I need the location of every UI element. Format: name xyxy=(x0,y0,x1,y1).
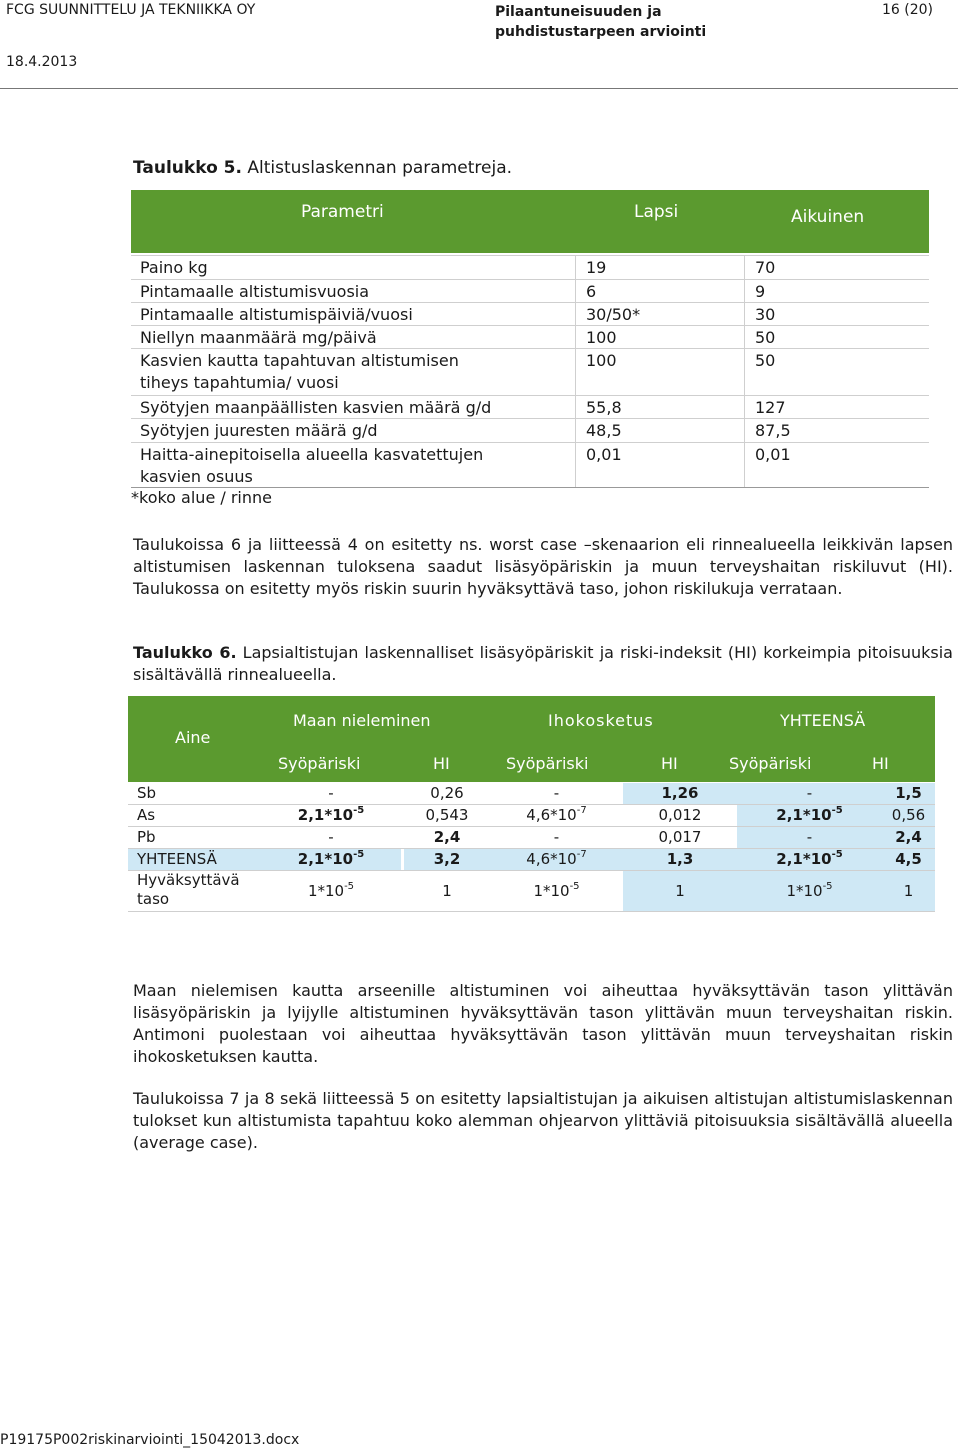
risk-table-header xyxy=(128,696,935,782)
parameter-row xyxy=(131,255,929,280)
risk-row-name xyxy=(128,849,261,870)
parameter-name-line: Paino kg xyxy=(140,258,208,277)
parameter-name-line: tiheys tapahtumia/ vuosi xyxy=(140,373,339,392)
risk-value-base: 1,5 xyxy=(895,784,922,802)
header-subcolumn: Syöpäriski xyxy=(729,754,812,773)
risk-value-exponent: -7 xyxy=(576,805,587,816)
risk-value-base: - xyxy=(328,828,334,846)
risk-value xyxy=(623,849,737,870)
child-value: 100 xyxy=(586,351,617,370)
adult-value: 30 xyxy=(755,305,776,324)
risk-value xyxy=(882,783,935,804)
footer-filename: P19175P002riskinarviointi_15042013.docx xyxy=(0,1432,300,1448)
risk-value xyxy=(490,827,623,848)
parameter-name xyxy=(140,420,378,442)
risk-value xyxy=(261,805,401,826)
column-divider xyxy=(575,255,576,488)
risk-row-name-line: Hyväksyttävä xyxy=(137,871,240,889)
risk-value xyxy=(623,871,737,911)
risk-value xyxy=(261,827,401,848)
header-group: Ihokosketus xyxy=(548,711,654,730)
risk-value-base: 1 xyxy=(442,882,452,900)
risk-value-base: 1*10 xyxy=(307,882,345,900)
parameter-name-line: Syötyjen juuresten määrä g/d xyxy=(140,421,378,440)
header-aine: Aine xyxy=(175,728,211,747)
parameter-name-line: Haitta-ainepitoisella alueella kasvatettujen xyxy=(140,445,484,464)
document-title-line2: puhdistustarpeen arviointi xyxy=(495,24,707,40)
parameter-name xyxy=(140,350,459,394)
risk-value-base: 1,26 xyxy=(661,784,699,802)
risk-value xyxy=(261,849,401,870)
risk-row-name xyxy=(128,827,261,848)
risk-value-base: 0,56 xyxy=(891,806,926,824)
header-group: YHTEENSÄ xyxy=(780,711,866,730)
risk-value xyxy=(404,783,490,804)
risk-value-base: 1*10 xyxy=(533,882,570,900)
risk-row-name xyxy=(128,783,261,804)
header-subcolumn: Syöpäriski xyxy=(506,754,589,773)
parameter-name-line: Syötyjen maanpäällisten kasvien määrä g/d xyxy=(140,398,492,417)
risk-value-exponent: -5 xyxy=(831,805,843,816)
header-aikuinen: Aikuinen xyxy=(791,207,865,227)
adult-value: 127 xyxy=(755,398,786,417)
risk-value-exponent: -5 xyxy=(344,881,355,892)
parameter-name-line: Pintamaalle altistumispäiviä/vuosi xyxy=(140,305,413,324)
risk-value-base: 1,3 xyxy=(666,850,694,868)
risk-value xyxy=(404,871,490,911)
risk-value-base: 2,4 xyxy=(433,828,461,846)
child-value: 100 xyxy=(586,328,617,347)
risk-value xyxy=(882,827,935,848)
risk-value xyxy=(490,783,623,804)
company-name: FCG SUUNNITTELU JA TEKNIIKKA OY xyxy=(6,2,256,18)
risk-value-base: 2,1*10 xyxy=(297,850,354,868)
child-value: 0,01 xyxy=(586,445,622,464)
risk-value xyxy=(490,871,623,911)
risk-value xyxy=(623,805,737,826)
header-divider xyxy=(0,88,958,89)
risk-value-base: - xyxy=(806,828,813,846)
parameter-name xyxy=(140,397,491,419)
risk-value-base: 2,1*10 xyxy=(297,806,354,824)
header-group: Maan nieleminen xyxy=(293,711,431,730)
risk-value-base: 0,017 xyxy=(658,828,702,846)
table5-caption-text: Altistuslaskennan parametreja. xyxy=(247,158,513,178)
table5-caption-label: Taulukko 5. xyxy=(133,158,242,178)
row-divider xyxy=(128,911,935,912)
page-number: 16 (20) xyxy=(882,2,934,18)
risk-row-name xyxy=(128,805,261,826)
parameter-name xyxy=(140,281,369,303)
risk-value xyxy=(737,805,882,826)
adult-value: 70 xyxy=(755,258,776,277)
risk-value-base: 1 xyxy=(675,882,685,900)
risk-value xyxy=(261,871,401,911)
risk-value xyxy=(490,805,623,826)
column-divider xyxy=(744,255,745,488)
risk-row-name-line: taso xyxy=(137,890,170,908)
paragraph-average-case: Taulukoissa 7 ja 8 sekä liitteessä 5 on esitetty lapsialtistujan ja aikuisen altistujan altistumislaskennan tulokset kun altistumista tapahtuu koko alemman ohjearvon ylittäviä pitoisuuksia sisältävällä alueella (average case). xyxy=(133,1089,953,1152)
table6-caption-text: Lapsialtistujan laskennalliset lisäsyöpäriskit ja riski-indeksit (HI) korkeimpia pitoisuuksia sisältävällä rinnealueella. xyxy=(133,643,953,684)
child-value: 55,8 xyxy=(586,398,622,417)
risk-value-exponent: -5 xyxy=(569,881,580,892)
risk-value-exponent: -5 xyxy=(353,805,365,816)
parameter-row xyxy=(131,418,929,443)
parameter-name-line: Pintamaalle altistumisvuosia xyxy=(140,282,370,301)
risk-row-name-line: Pb xyxy=(137,828,156,846)
adult-value: 9 xyxy=(755,282,766,301)
risk-value xyxy=(882,849,935,870)
parameter-row xyxy=(131,442,929,489)
table5-note: *koko alue / rinne xyxy=(131,488,272,507)
adult-value: 50 xyxy=(755,328,776,347)
header-subcolumn: HI xyxy=(433,754,450,773)
risk-row-name xyxy=(128,871,261,911)
risk-row-name-line: As xyxy=(137,806,156,824)
parameter-row xyxy=(131,395,929,419)
parameter-row xyxy=(131,302,929,326)
risk-value xyxy=(261,783,401,804)
risk-value xyxy=(737,871,882,911)
parameter-name-line: kasvien osuus xyxy=(140,467,253,486)
risk-value xyxy=(882,871,935,911)
child-value: 19 xyxy=(586,258,607,277)
risk-value-base: 4,6*10 xyxy=(526,850,577,868)
child-value: 30/50* xyxy=(586,305,641,324)
document-title xyxy=(495,2,706,42)
risk-value xyxy=(404,827,490,848)
risk-value-base: 0,543 xyxy=(425,806,469,824)
parameter-name xyxy=(140,257,208,279)
risk-value xyxy=(404,849,490,870)
header-parametri: Parametri xyxy=(301,202,384,222)
risk-value-base: - xyxy=(553,784,560,802)
paragraph-worst-case: Taulukoissa 6 ja liitteessä 4 on esitetty ns. worst case –skenaarion eli rinnealueella leikkivän lapsen altistumisen laskennan tuloksena saadut lisäsyöpäriskin ja muun terveyshaitan riskiluvut (HI). Taulukossa on esitetty myös riskin suurin hyväksyttävä taso, johon riskilukuja verrataan. xyxy=(133,535,953,598)
table5-caption xyxy=(133,158,512,178)
risk-value-base: - xyxy=(328,784,334,802)
parameter-row xyxy=(131,348,929,396)
parameter-name xyxy=(140,304,413,326)
parameter-row xyxy=(131,325,929,349)
risk-value-base: 1*10 xyxy=(786,882,823,900)
paragraph-arsenic: Maan nielemisen kautta arseenille altistuminen voi aiheuttaa hyväksyttävän tason ylittävän lisäsyöpäriskin ja lyijylle altistuminen hyväksyttävän tason ylittävän muun terveyshaitan riskin. Antimoni puolestaan voi aiheuttaa hyväksyttävän tason ylittävän muun terveyshaitan riskin ihokosketuksen kautta. xyxy=(133,981,953,1066)
risk-value-base: 4,6*10 xyxy=(526,806,577,824)
risk-value-base: 2,1*10 xyxy=(776,806,832,824)
header-subcolumn: HI xyxy=(872,754,889,773)
risk-value xyxy=(737,827,882,848)
risk-value xyxy=(490,849,623,870)
risk-value xyxy=(623,827,737,848)
header-subcolumn: Syöpäriski xyxy=(278,754,361,773)
risk-row-name-line: YHTEENSÄ xyxy=(137,850,217,868)
risk-value-base: 0,26 xyxy=(430,784,464,802)
risk-value-base: 2,4 xyxy=(895,828,922,846)
risk-value-base: 4,5 xyxy=(895,850,922,868)
risk-value xyxy=(882,805,935,826)
adult-value: 87,5 xyxy=(755,421,791,440)
document-date: 18.4.2013 xyxy=(6,54,78,70)
risk-value xyxy=(404,805,490,826)
risk-value-base: - xyxy=(553,828,560,846)
risk-value xyxy=(737,783,882,804)
adult-value: 0,01 xyxy=(755,445,791,464)
header-lapsi: Lapsi xyxy=(634,202,679,222)
risk-value-base: 2,1*10 xyxy=(776,850,832,868)
child-value: 6 xyxy=(586,282,597,301)
risk-row-name-line: Sb xyxy=(137,784,157,802)
risk-value-exponent: -7 xyxy=(576,849,587,860)
risk-value-base: - xyxy=(806,784,813,802)
parameter-name-line: Kasvien kautta tapahtuvan altistumisen xyxy=(140,351,459,370)
header-subcolumn: HI xyxy=(661,754,678,773)
parameter-row xyxy=(131,279,929,303)
child-value: 48,5 xyxy=(586,421,622,440)
risk-value xyxy=(737,849,882,870)
parameter-name-line: Niellyn maanmäärä mg/päivä xyxy=(140,328,377,347)
document-title-line1: Pilaantuneisuuden ja xyxy=(495,4,662,20)
parameter-name xyxy=(140,444,483,488)
risk-value-base: 1 xyxy=(903,882,914,900)
table6-caption xyxy=(133,642,953,686)
parameter-name xyxy=(140,327,377,349)
risk-value-exponent: -5 xyxy=(353,849,365,860)
risk-value-exponent: -5 xyxy=(822,881,833,892)
risk-value xyxy=(623,783,737,804)
table6-caption-label: Taulukko 6. xyxy=(133,643,237,662)
risk-value-base: 0,012 xyxy=(658,806,702,824)
risk-value-base: 3,2 xyxy=(433,850,461,868)
risk-value-exponent: -5 xyxy=(831,849,843,860)
parameter-table-header xyxy=(131,190,929,253)
adult-value: 50 xyxy=(755,351,776,370)
